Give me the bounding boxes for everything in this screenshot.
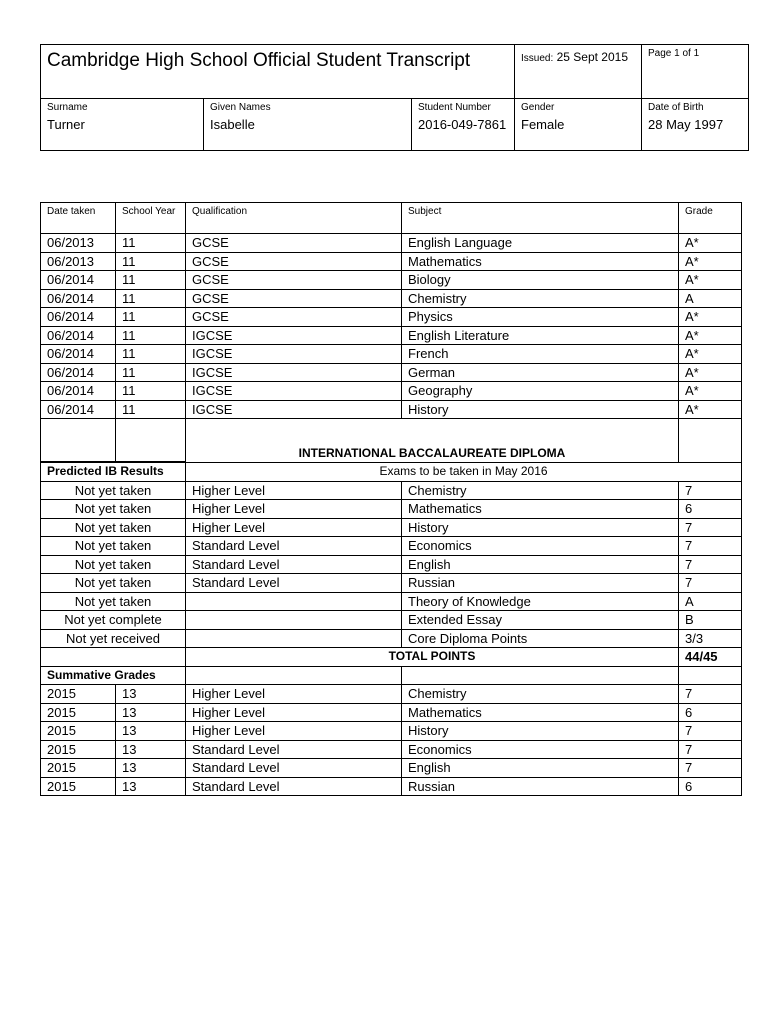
predicted-subject: Extended Essay [402,611,679,630]
exam-qualification: IGCSE [186,345,402,364]
predicted-row [41,592,742,611]
exam-subject: English Language [402,234,679,253]
summative-school-year: 13 [116,777,186,796]
summative-year: 2015 [41,777,116,796]
given-names-value: Isabelle [204,116,412,151]
exam-school-year: 11 [116,308,186,327]
summative-school-year: 13 [116,759,186,778]
exam-grade: A* [679,326,742,345]
gender-label: Gender [515,99,642,117]
summative-school-year: 13 [116,722,186,741]
summative-grade: 7 [679,722,742,741]
summative-row [41,703,742,722]
column-header-grade: Grade [679,203,742,234]
predicted-row [41,481,742,500]
predicted-level [186,611,402,630]
predicted-status: Not yet taken [41,592,186,611]
exam-grade: A* [679,382,742,401]
exam-grade: A* [679,252,742,271]
predicted-grade: A [679,592,742,611]
exam-row [41,363,742,382]
exam-date: 06/2014 [41,382,116,401]
exam-subject: English Literature [402,326,679,345]
predicted-subject: Chemistry [402,481,679,500]
exam-date: 06/2014 [41,345,116,364]
exam-grade: A* [679,308,742,327]
exam-school-year: 11 [116,363,186,382]
predicted-status: Not yet taken [41,537,186,556]
predicted-subject: Mathematics [402,500,679,519]
exam-qualification: GCSE [186,308,402,327]
predicted-row [41,518,742,537]
predicted-grade: 7 [679,574,742,593]
exam-date: 06/2014 [41,326,116,345]
date-of-birth-value: 28 May 1997 [642,116,749,151]
exam-subject: Biology [402,271,679,290]
gender-value: Female [515,116,642,151]
summative-level: Higher Level [186,685,402,704]
exam-qualification: GCSE [186,289,402,308]
surname-value: Turner [41,116,204,151]
summative-school-year: 13 [116,703,186,722]
exams-note: Exams to be taken in May 2016 [186,463,742,482]
date-of-birth-label: Date of Birth [642,99,749,117]
exam-grade: A* [679,400,742,419]
exam-row [41,326,742,345]
summative-grades-label: Summative Grades [41,666,186,685]
transcript-header [40,44,749,151]
summative-grade: 7 [679,759,742,778]
exam-qualification: GCSE [186,234,402,253]
exam-grade: A* [679,234,742,253]
predicted-row [41,629,742,648]
summative-year: 2015 [41,703,116,722]
predicted-level: Higher Level [186,518,402,537]
summative-level: Standard Level [186,777,402,796]
predicted-ib-results-label: Predicted IB Results [41,463,186,482]
predicted-level: Standard Level [186,555,402,574]
exam-subject: Chemistry [402,289,679,308]
predicted-header-row [41,463,742,482]
predicted-status: Not yet taken [41,574,186,593]
summative-level: Higher Level [186,722,402,741]
exam-subject: History [402,400,679,419]
exam-subject: German [402,363,679,382]
summative-grade: 6 [679,777,742,796]
exam-grade: A* [679,345,742,364]
issued-value: 25 Sept 2015 [556,50,629,64]
predicted-status: Not yet taken [41,518,186,537]
column-header-subject: Subject [402,203,679,234]
predicted-level [186,629,402,648]
summative-grade: 7 [679,740,742,759]
exam-subject: Physics [402,308,679,327]
summative-year: 2015 [41,759,116,778]
exam-school-year: 11 [116,234,186,253]
exam-school-year: 11 [116,345,186,364]
column-header-qualification: Qualification [186,203,402,234]
summative-subject: Chemistry [402,685,679,704]
total-points-value: 44/45 [679,648,742,667]
predicted-row [41,574,742,593]
exam-date: 06/2014 [41,289,116,308]
exam-school-year: 11 [116,271,186,290]
summative-level: Standard Level [186,759,402,778]
exam-grade: A [679,289,742,308]
summative-grade: 7 [679,685,742,704]
predicted-status: Not yet received [41,629,186,648]
predicted-subject: Economics [402,537,679,556]
exam-subject: Geography [402,382,679,401]
summative-year: 2015 [41,740,116,759]
predicted-level: Higher Level [186,500,402,519]
summative-level: Standard Level [186,740,402,759]
predicted-row [41,555,742,574]
summative-school-year: 13 [116,685,186,704]
student-number-value: 2016-049-7861 [412,116,515,151]
exam-grade: A* [679,271,742,290]
page-number: Page 1 of 1 [642,45,749,99]
issued-date [515,45,642,99]
total-points-label: TOTAL POINTS [186,648,679,667]
exam-subject: French [402,345,679,364]
exam-qualification: IGCSE [186,382,402,401]
exam-row [41,400,742,419]
exam-subject: Mathematics [402,252,679,271]
exam-school-year: 11 [116,252,186,271]
summative-year: 2015 [41,685,116,704]
summative-header-row [41,666,742,685]
predicted-grade: 7 [679,555,742,574]
summative-row [41,740,742,759]
summative-row [41,685,742,704]
summative-subject: Mathematics [402,703,679,722]
summative-grade: 6 [679,703,742,722]
column-header-row [41,203,742,234]
predicted-level: Higher Level [186,481,402,500]
predicted-status: Not yet taken [41,555,186,574]
exam-date: 06/2013 [41,252,116,271]
predicted-subject: Core Diploma Points [402,629,679,648]
given-names-label: Given Names [204,99,412,117]
student-number-label: Student Number [412,99,515,117]
predicted-row [41,611,742,630]
column-header-date-taken: Date taken [41,203,116,234]
exam-school-year: 11 [116,289,186,308]
predicted-grade: 3/3 [679,629,742,648]
ib-diploma-title: INTERNATIONAL BACCALAUREATE DIPLOMA [186,419,679,463]
summative-year: 2015 [41,722,116,741]
predicted-subject: History [402,518,679,537]
document-title: Cambridge High School Official Student Transcript [41,45,515,99]
summative-subject: Economics [402,740,679,759]
predicted-grade: 7 [679,537,742,556]
predicted-subject: English [402,555,679,574]
exam-school-year: 11 [116,326,186,345]
predicted-status: Not yet taken [41,481,186,500]
predicted-level [186,592,402,611]
predicted-status: Not yet complete [41,611,186,630]
predicted-status: Not yet taken [41,500,186,519]
exam-school-year: 11 [116,382,186,401]
exam-row [41,308,742,327]
exam-date: 06/2014 [41,363,116,382]
predicted-row [41,537,742,556]
summative-subject: Russian [402,777,679,796]
predicted-subject: Theory of Knowledge [402,592,679,611]
exam-qualification: IGCSE [186,400,402,419]
exam-row [41,234,742,253]
exam-date: 06/2014 [41,271,116,290]
results-table [40,202,742,796]
summative-subject: History [402,722,679,741]
summative-subject: English [402,759,679,778]
predicted-subject: Russian [402,574,679,593]
exam-row [41,345,742,364]
exam-school-year: 11 [116,400,186,419]
exam-qualification: GCSE [186,252,402,271]
summative-level: Higher Level [186,703,402,722]
exam-qualification: IGCSE [186,363,402,382]
total-points-row [41,648,742,667]
exam-row [41,382,742,401]
predicted-grade: 6 [679,500,742,519]
exam-row [41,289,742,308]
summative-row [41,722,742,741]
exam-date: 06/2014 [41,308,116,327]
exam-date: 06/2014 [41,400,116,419]
exam-grade: A* [679,363,742,382]
predicted-row [41,500,742,519]
exam-row [41,271,742,290]
summative-school-year: 13 [116,740,186,759]
predicted-level: Standard Level [186,537,402,556]
summative-row [41,759,742,778]
exam-row [41,252,742,271]
predicted-grade: 7 [679,518,742,537]
exam-date: 06/2013 [41,234,116,253]
predicted-grade: B [679,611,742,630]
predicted-grade: 7 [679,481,742,500]
exam-qualification: IGCSE [186,326,402,345]
summative-row [41,777,742,796]
column-header-school-year: School Year [116,203,186,234]
issued-label: Issued: [521,53,554,64]
spacer-row [41,419,742,462]
surname-label: Surname [41,99,204,117]
predicted-level: Standard Level [186,574,402,593]
exam-qualification: GCSE [186,271,402,290]
